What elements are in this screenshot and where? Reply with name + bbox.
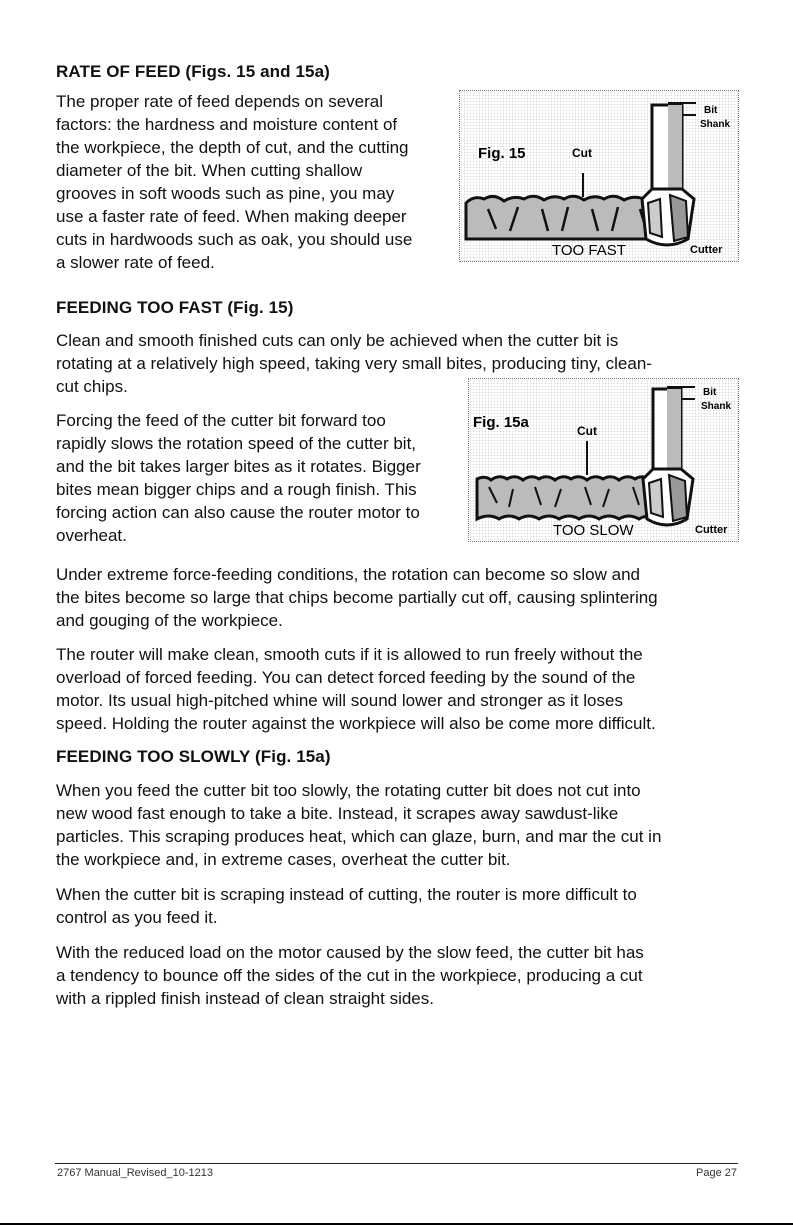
fig15-shank-label: Shank — [700, 119, 731, 130]
fig15a-label: Fig. 15a — [473, 414, 529, 431]
footer-divider — [55, 1163, 738, 1164]
fig15-caption: TOO FAST — [552, 242, 626, 259]
rate-line-1: The proper rate of feed depends on several — [56, 92, 383, 111]
fast-p2-line-3: and the bit takes larger bites as it rotates. Bigger — [56, 457, 421, 476]
slow-p1-line-3: particles. This scraping produces heat, which can glaze, burn, and mar the cut in — [56, 827, 662, 846]
slow-p3-line-3: with a rippled finish instead of clean straight sides. — [56, 989, 434, 1008]
heading-feeding-too-slowly: FEEDING TOO SLOWLY (Fig. 15a) — [56, 747, 331, 766]
fig15a-caption: TOO SLOW — [553, 522, 634, 539]
fast-p1-line-2: rotating at a relatively high speed, taking very small bites, producing tiny, clean- — [56, 354, 652, 373]
fig15a-bit-label: Bit — [703, 387, 717, 398]
fast-p3-line-2: the bites become so large that chips become partially cut off, causing splintering — [56, 588, 658, 607]
footer-page-number: Page 27 — [696, 1167, 737, 1179]
rate-line-4: diameter of the bit. When cutting shallow — [56, 161, 363, 180]
fast-p4-line-3: motor. Its usual high-pitched whine will sound lower and stronger as it loses — [56, 691, 623, 710]
slow-p2-line-1: When the cutter bit is scraping instead of cutting, the router is more difficult to — [56, 885, 637, 904]
fig15a-cut-label: Cut — [577, 424, 597, 438]
figure-15 — [459, 90, 739, 262]
fast-p2-line-2: rapidly slows the rotation speed of the cutter bit, — [56, 434, 417, 453]
figure-15a-illustration — [469, 379, 738, 541]
rate-line-7: cuts in hardwoods such as oak, you should use — [56, 230, 413, 249]
rate-line-2: factors: the hardness and moisture content of — [56, 115, 398, 134]
fast-p3-line-1: Under extreme force-feeding conditions, the rotation can become so slow and — [56, 565, 640, 584]
rate-line-6: use a faster rate of feed. When making deeper — [56, 207, 407, 226]
fast-p4-line-4: speed. Holding the router against the workpiece will also be come more difficult. — [56, 714, 656, 733]
fast-p1-line-3: cut chips. — [56, 377, 128, 396]
rate-line-5: grooves in soft woods such as pine, you may — [56, 184, 395, 203]
fast-p1-line-1: Clean and smooth finished cuts can only be achieved when the cutter bit is — [56, 331, 619, 350]
slow-p2-line-2: control as you feed it. — [56, 908, 218, 927]
slow-p3-line-1: With the reduced load on the motor caused by the slow feed, the cutter bit has — [56, 943, 644, 962]
figure-15-illustration — [460, 91, 738, 261]
fast-p4-line-1: The router will make clean, smooth cuts if it is allowed to run freely without the — [56, 645, 643, 664]
fast-p2-line-4: bites mean bigger chips and a rough finish. This — [56, 480, 417, 499]
fast-p2-line-1: Forcing the feed of the cutter bit forward too — [56, 411, 386, 430]
rate-line-8: a slower rate of feed. — [56, 253, 215, 272]
fig15a-shank-label: Shank — [701, 401, 732, 412]
rate-line-3: the workpiece, the depth of cut, and the cutting — [56, 138, 409, 157]
fast-p2-line-5: forcing action can also cause the router motor to — [56, 503, 420, 522]
heading-feeding-too-fast: FEEDING TOO FAST (Fig. 15) — [56, 298, 294, 317]
fig15-bit-label: Bit — [704, 105, 718, 116]
slow-p1-line-4: the workpiece and, in extreme cases, overheat the cutter bit. — [56, 850, 511, 869]
slow-p1-line-1: When you feed the cutter bit too slowly, the rotating cutter bit does not cut into — [56, 781, 641, 800]
fast-p2-line-6: overheat. — [56, 526, 127, 545]
fig15-cut-label: Cut — [572, 146, 592, 160]
slow-p1-line-2: new wood fast enough to take a bite. Instead, it scrapes away sawdust-like — [56, 804, 619, 823]
fig15-label: Fig. 15 — [478, 145, 526, 162]
footer-document-id: 2767 Manual_Revised_10-1213 — [57, 1167, 213, 1179]
heading-rate-of-feed: RATE OF FEED (Figs. 15 and 15a) — [56, 62, 330, 81]
slow-p3-line-2: a tendency to bounce off the sides of the cut in the workpiece, producing a cut — [56, 966, 643, 985]
fig15-cutter-label: Cutter — [690, 244, 723, 256]
figure-15a — [468, 378, 739, 542]
fig15a-cutter-label: Cutter — [695, 524, 728, 536]
fast-p4-line-2: overload of forced feeding. You can detect forced feeding by the sound of the — [56, 668, 636, 687]
fast-p3-line-3: and gouging of the workpiece. — [56, 611, 283, 630]
